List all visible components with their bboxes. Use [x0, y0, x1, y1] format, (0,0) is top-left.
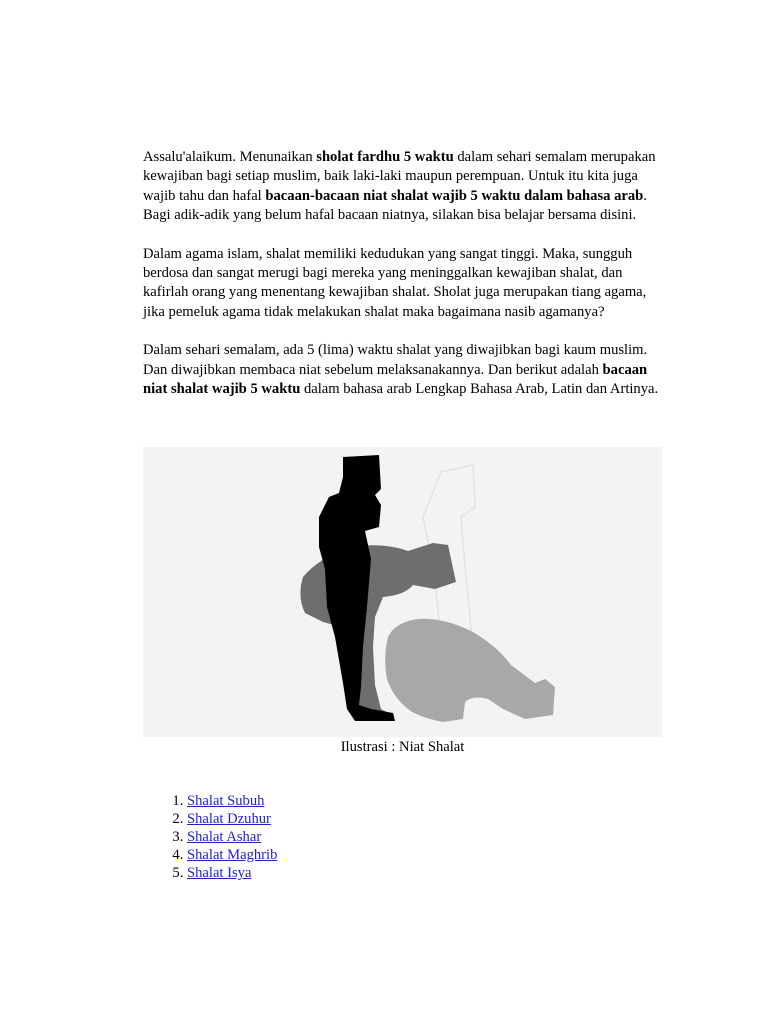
text-segment: Dalam agama islam, shalat memiliki kedudukan yang sangat tinggi. Maka, sungguh berdosa dan sangat merugi bagi mereka yang meninggalkan kewajiban shalat, dan kafirlah orang yang menentang kewajiban shalat. Sholat juga merupakan tiang agama, jika pemeluk agama tidak melakukan shalat maka bagaimana nasib agamanya?	[143, 245, 647, 320]
paragraph-intro	[143, 148, 663, 226]
text-segment: Dalam sehari semalam, ada 5 (lima) waktu shalat yang diwajibkan bagi kaum muslim. Dan diwajibkan membaca niat sebelum melaksanakannya. Dan berikut adalah	[143, 342, 648, 378]
link-shalat-isya[interactable]: Shalat Isya	[187, 865, 252, 881]
text-segment: dalam bahasa arab Lengkap Bahasa Arab, Latin dan Artinya.	[300, 381, 659, 398]
prostrating-figure	[385, 619, 555, 722]
list-item	[187, 846, 277, 864]
link-shalat-ashar[interactable]: Shalat Ashar	[187, 829, 262, 845]
text-segment: . Bagi adik-adik yang belum hafal bacaan niatnya, silakan bisa belajar bersama disini.	[143, 187, 647, 224]
bold-text-segment: bacaan-bacaan niat shalat wajib 5 waktu dalam bahasa arab	[265, 187, 644, 204]
bold-text-segment: bacaan niat shalat wajib 5 waktu	[143, 361, 648, 398]
prayer-postures-icon	[143, 447, 662, 737]
link-shalat-subuh[interactable]: Shalat Subuh	[187, 793, 265, 809]
paragraph-list-intro	[143, 341, 663, 399]
link-shalat-dzuhur[interactable]: Shalat Dzuhur	[187, 811, 271, 827]
list-item	[187, 828, 277, 846]
list-item	[187, 864, 277, 882]
prayer-link-list	[143, 792, 277, 882]
paragraph-importance	[143, 245, 663, 323]
figure-caption: Ilustrasi : Niat Shalat	[340, 739, 465, 755]
text-segment: Assalu'alaikum. Menunaikan	[143, 149, 317, 165]
article-body	[143, 148, 663, 418]
prayer-illustration	[143, 447, 662, 737]
text-segment: dalam sehari semalam merupakan kewajiban bagi setiap muslim, baik laki-laki maupun perempuan. Untuk itu kita juga wajib tahu dan hafal	[143, 149, 656, 204]
bold-text-segment: sholat fardhu 5 waktu	[316, 149, 454, 165]
list-item	[187, 792, 277, 810]
list-item	[187, 810, 277, 828]
link-shalat-maghrib[interactable]: Shalat Maghrib	[187, 847, 278, 863]
